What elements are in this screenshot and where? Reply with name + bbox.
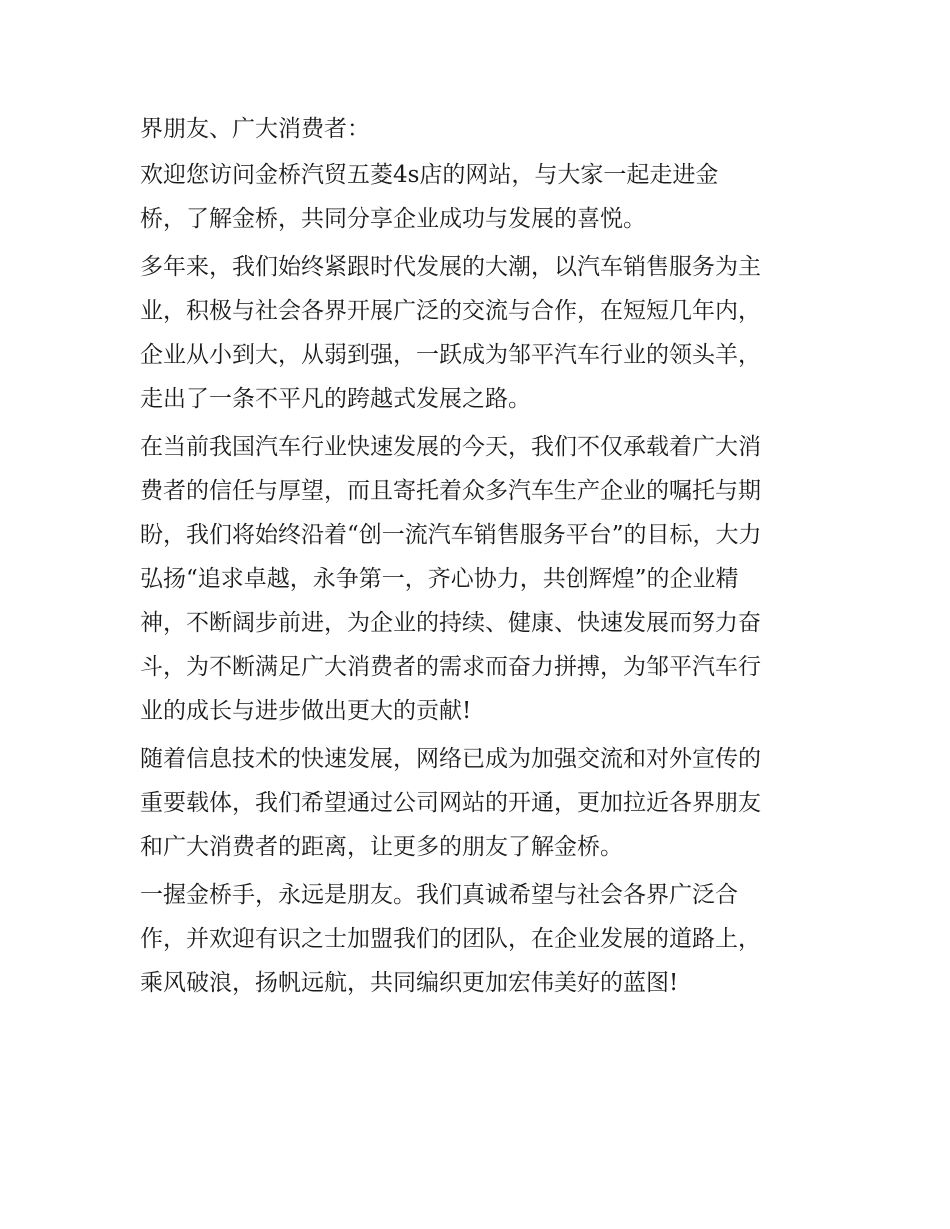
paragraph-line: 多年来，我们始终紧跟时代发展的大潮，以汽车销售服务为主	[140, 254, 761, 280]
paragraph-line: 作，并欢迎有识之士加盟我们的团队，在企业发展的道路上，	[140, 926, 761, 952]
paragraph-line: 一握金桥手，永远是朋友。我们真诚希望与社会各界广泛合	[140, 882, 738, 908]
document-body	[140, 109, 820, 1005]
paragraph-line: 斗，为不断满足广大消费者的需求而奋力拼搏，为邹平汽车行	[140, 654, 761, 680]
paragraph-website	[140, 737, 820, 869]
paragraph-line: 神，不断阔步前进，为企业的持续、健康、快速发展而努力奋	[140, 610, 761, 636]
paragraph-closing	[140, 873, 820, 1005]
paragraph-line: 在当前我国汽车行业快速发展的今天，我们不仅承载着广大消	[140, 434, 761, 460]
paragraph-line: 业的成长与进步做出更大的贡献!	[140, 698, 472, 724]
paragraph-line: 盼，我们将始终沿着“创一流汽车销售服务平台”的目标，大力	[140, 522, 762, 548]
paragraph-line: 桥，了解金桥，共同分享企业成功与发展的喜悦。	[140, 206, 646, 232]
paragraph-welcome	[140, 153, 820, 241]
paragraph-line: 和广大消费者的距离，让更多的朋友了解金桥。	[140, 834, 623, 860]
paragraph-mission	[140, 425, 820, 733]
paragraph-line: 重要载体，我们希望通过公司网站的开通，更加拉近各界朋友	[140, 790, 761, 816]
paragraph-line: 乘风破浪，扬帆远航，共同编织更加宏伟美好的蓝图!	[140, 970, 679, 996]
paragraph-line: 业，积极与社会各界开展广泛的交流与合作，在短短几年内，	[140, 298, 761, 324]
paragraph-line: 弘扬“追求卓越，永争第一，齐心协力，共创辉煌”的企业精	[140, 566, 739, 592]
paragraph-line: 欢迎您访问金桥汽贸五菱4s店的网站，与大家一起走进金	[140, 162, 719, 188]
paragraph-line: 企业从小到大，从弱到强，一跃成为邹平汽车行业的领头羊，	[140, 342, 761, 368]
paragraph-history	[140, 245, 820, 421]
paragraph-line: 走出了一条不平凡的跨越式发展之路。	[140, 386, 531, 412]
paragraph-line: 费者的信任与厚望，而且寄托着众多汽车生产企业的嘱托与期	[140, 478, 761, 504]
greeting-line: 界朋友、广大消费者：	[140, 116, 370, 142]
paragraph-line: 随着信息技术的快速发展，网络已成为加强交流和对外宣传的	[140, 746, 761, 772]
